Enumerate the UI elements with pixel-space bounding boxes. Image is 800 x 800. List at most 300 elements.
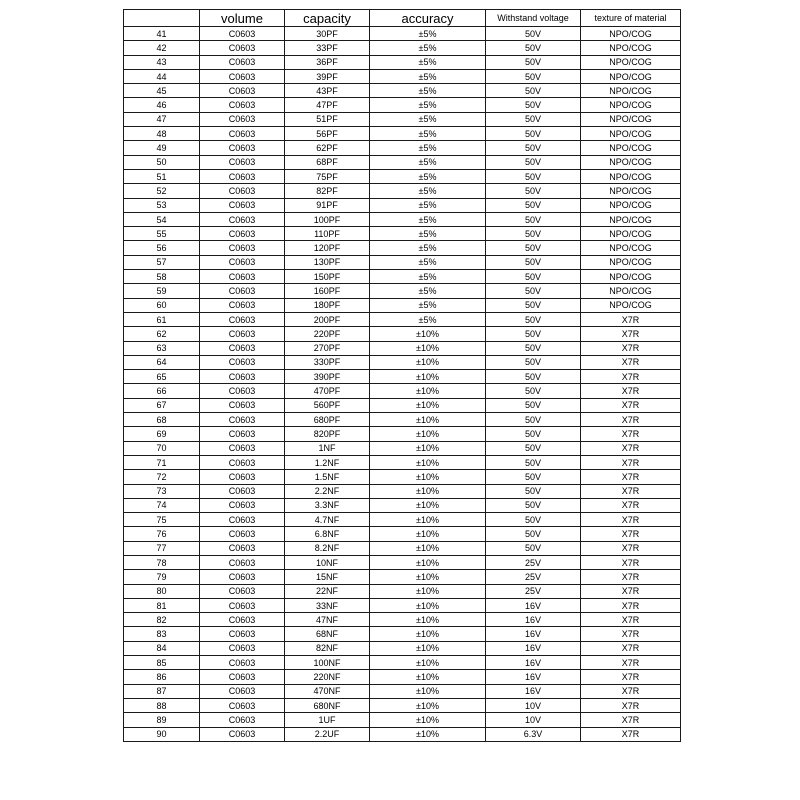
cell-withstand-voltage: 50V (486, 270, 581, 284)
cell-texture-of-material: NPO/COG (581, 284, 681, 298)
cell-accuracy: ±10% (370, 684, 486, 698)
cell-texture-of-material: NPO/COG (581, 84, 681, 98)
cell-withstand-voltage: 50V (486, 69, 581, 83)
cell-texture-of-material: X7R (581, 513, 681, 527)
cell-texture-of-material: X7R (581, 413, 681, 427)
cell-texture-of-material: X7R (581, 598, 681, 612)
table-row (124, 270, 681, 284)
cell-withstand-voltage: 25V (486, 555, 581, 569)
table-row (124, 341, 681, 355)
cell-volume: C0603 (200, 127, 285, 141)
cell-capacity: 39PF (285, 69, 370, 83)
cell-capacity: 43PF (285, 84, 370, 98)
cell-capacity: 68PF (285, 155, 370, 169)
cell-volume: C0603 (200, 513, 285, 527)
cell-accuracy: ±10% (370, 341, 486, 355)
cell-volume: C0603 (200, 598, 285, 612)
cell-accuracy: ±5% (370, 312, 486, 326)
cell-volume: C0603 (200, 169, 285, 183)
cell-withstand-voltage: 16V (486, 613, 581, 627)
cell-texture-of-material: X7R (581, 641, 681, 655)
table-row (124, 713, 681, 727)
cell-capacity: 75PF (285, 169, 370, 183)
cell-withstand-voltage: 50V (486, 184, 581, 198)
cell-index: 59 (124, 284, 200, 298)
cell-texture-of-material: X7R (581, 398, 681, 412)
cell-capacity: 36PF (285, 55, 370, 69)
cell-texture-of-material: X7R (581, 527, 681, 541)
header-withstand-voltage: Withstand voltage (486, 10, 581, 27)
cell-accuracy: ±5% (370, 84, 486, 98)
cell-index: 78 (124, 555, 200, 569)
cell-capacity: 680NF (285, 698, 370, 712)
table-row (124, 155, 681, 169)
cell-texture-of-material: X7R (581, 698, 681, 712)
cell-index: 51 (124, 169, 200, 183)
table-row (124, 384, 681, 398)
cell-capacity: 1.2NF (285, 455, 370, 469)
cell-index: 42 (124, 41, 200, 55)
cell-accuracy: ±10% (370, 584, 486, 598)
cell-volume: C0603 (200, 413, 285, 427)
cell-withstand-voltage: 50V (486, 27, 581, 41)
cell-index: 69 (124, 427, 200, 441)
cell-volume: C0603 (200, 55, 285, 69)
cell-texture-of-material: X7R (581, 441, 681, 455)
cell-withstand-voltage: 50V (486, 455, 581, 469)
cell-index: 87 (124, 684, 200, 698)
cell-capacity: 120PF (285, 241, 370, 255)
cell-volume: C0603 (200, 384, 285, 398)
cell-withstand-voltage: 16V (486, 684, 581, 698)
cell-index: 74 (124, 498, 200, 512)
cell-volume: C0603 (200, 656, 285, 670)
cell-withstand-voltage: 50V (486, 112, 581, 126)
cell-accuracy: ±5% (370, 270, 486, 284)
cell-accuracy: ±10% (370, 370, 486, 384)
cell-index: 81 (124, 598, 200, 612)
cell-capacity: 4.7NF (285, 513, 370, 527)
table-row (124, 55, 681, 69)
table-row (124, 284, 681, 298)
cell-index: 58 (124, 270, 200, 284)
cell-index: 44 (124, 69, 200, 83)
cell-accuracy: ±10% (370, 413, 486, 427)
cell-index: 54 (124, 212, 200, 226)
cell-index: 76 (124, 527, 200, 541)
cell-texture-of-material: NPO/COG (581, 127, 681, 141)
cell-volume: C0603 (200, 241, 285, 255)
cell-withstand-voltage: 50V (486, 384, 581, 398)
capacitor-spec-table (123, 9, 681, 742)
cell-withstand-voltage: 50V (486, 413, 581, 427)
cell-accuracy: ±10% (370, 541, 486, 555)
cell-accuracy: ±5% (370, 41, 486, 55)
cell-texture-of-material: X7R (581, 312, 681, 326)
cell-index: 60 (124, 298, 200, 312)
cell-capacity: 180PF (285, 298, 370, 312)
cell-volume: C0603 (200, 470, 285, 484)
table-row (124, 727, 681, 741)
cell-texture-of-material: NPO/COG (581, 155, 681, 169)
cell-capacity: 160PF (285, 284, 370, 298)
cell-index: 41 (124, 27, 200, 41)
cell-accuracy: ±10% (370, 613, 486, 627)
cell-withstand-voltage: 50V (486, 41, 581, 55)
cell-volume: C0603 (200, 684, 285, 698)
cell-withstand-voltage: 16V (486, 627, 581, 641)
cell-accuracy: ±10% (370, 455, 486, 469)
cell-index: 46 (124, 98, 200, 112)
cell-accuracy: ±10% (370, 398, 486, 412)
cell-capacity: 68NF (285, 627, 370, 641)
table-body (124, 27, 681, 742)
cell-volume: C0603 (200, 98, 285, 112)
cell-capacity: 100PF (285, 212, 370, 226)
cell-texture-of-material: X7R (581, 713, 681, 727)
cell-capacity: 330PF (285, 355, 370, 369)
cell-volume: C0603 (200, 641, 285, 655)
cell-capacity: 820PF (285, 427, 370, 441)
cell-texture-of-material: NPO/COG (581, 169, 681, 183)
cell-withstand-voltage: 50V (486, 341, 581, 355)
cell-texture-of-material: X7R (581, 684, 681, 698)
cell-capacity: 33PF (285, 41, 370, 55)
cell-texture-of-material: NPO/COG (581, 41, 681, 55)
cell-texture-of-material: NPO/COG (581, 270, 681, 284)
cell-capacity: 200PF (285, 312, 370, 326)
table-row (124, 613, 681, 627)
table-row (124, 541, 681, 555)
cell-index: 70 (124, 441, 200, 455)
cell-accuracy: ±5% (370, 169, 486, 183)
header-volume: volume (200, 10, 285, 27)
cell-volume: C0603 (200, 484, 285, 498)
cell-accuracy: ±10% (370, 513, 486, 527)
cell-index: 84 (124, 641, 200, 655)
cell-capacity: 82NF (285, 641, 370, 655)
cell-capacity: 2.2UF (285, 727, 370, 741)
cell-texture-of-material: X7R (581, 584, 681, 598)
header-capacity: capacity (285, 10, 370, 27)
cell-capacity: 47PF (285, 98, 370, 112)
cell-accuracy: ±10% (370, 656, 486, 670)
cell-volume: C0603 (200, 284, 285, 298)
cell-withstand-voltage: 50V (486, 84, 581, 98)
cell-accuracy: ±5% (370, 55, 486, 69)
cell-texture-of-material: X7R (581, 327, 681, 341)
cell-withstand-voltage: 25V (486, 584, 581, 598)
table-row (124, 398, 681, 412)
cell-capacity: 47NF (285, 613, 370, 627)
table-row (124, 327, 681, 341)
cell-capacity: 130PF (285, 255, 370, 269)
table-row (124, 584, 681, 598)
cell-accuracy: ±5% (370, 127, 486, 141)
table-row (124, 184, 681, 198)
table-row (124, 598, 681, 612)
cell-index: 64 (124, 355, 200, 369)
cell-index: 83 (124, 627, 200, 641)
table-row (124, 127, 681, 141)
cell-volume: C0603 (200, 570, 285, 584)
cell-volume: C0603 (200, 270, 285, 284)
table-row (124, 84, 681, 98)
cell-accuracy: ±10% (370, 484, 486, 498)
cell-withstand-voltage: 50V (486, 513, 581, 527)
cell-withstand-voltage: 50V (486, 255, 581, 269)
cell-texture-of-material: NPO/COG (581, 184, 681, 198)
cell-withstand-voltage: 50V (486, 355, 581, 369)
cell-accuracy: ±5% (370, 284, 486, 298)
cell-withstand-voltage: 16V (486, 598, 581, 612)
cell-accuracy: ±10% (370, 641, 486, 655)
cell-capacity: 51PF (285, 112, 370, 126)
table-header (124, 10, 681, 27)
table-row (124, 570, 681, 584)
cell-withstand-voltage: 50V (486, 55, 581, 69)
cell-index: 52 (124, 184, 200, 198)
cell-index: 77 (124, 541, 200, 555)
table-row (124, 698, 681, 712)
cell-accuracy: ±10% (370, 327, 486, 341)
cell-withstand-voltage: 6.3V (486, 727, 581, 741)
cell-accuracy: ±10% (370, 427, 486, 441)
cell-index: 62 (124, 327, 200, 341)
cell-texture-of-material: X7R (581, 355, 681, 369)
cell-capacity: 470NF (285, 684, 370, 698)
cell-accuracy: ±5% (370, 27, 486, 41)
table-row (124, 312, 681, 326)
cell-index: 47 (124, 112, 200, 126)
cell-capacity: 1.5NF (285, 470, 370, 484)
cell-accuracy: ±10% (370, 570, 486, 584)
cell-index: 53 (124, 198, 200, 212)
table-row (124, 141, 681, 155)
table-row (124, 455, 681, 469)
cell-withstand-voltage: 50V (486, 127, 581, 141)
cell-volume: C0603 (200, 198, 285, 212)
cell-volume: C0603 (200, 27, 285, 41)
cell-accuracy: ±10% (370, 555, 486, 569)
cell-withstand-voltage: 16V (486, 670, 581, 684)
cell-volume: C0603 (200, 41, 285, 55)
cell-texture-of-material: NPO/COG (581, 227, 681, 241)
table-row (124, 470, 681, 484)
table-row (124, 527, 681, 541)
cell-texture-of-material: NPO/COG (581, 141, 681, 155)
cell-texture-of-material: X7R (581, 570, 681, 584)
cell-capacity: 100NF (285, 656, 370, 670)
cell-index: 65 (124, 370, 200, 384)
cell-accuracy: ±5% (370, 69, 486, 83)
table-row (124, 169, 681, 183)
cell-index: 79 (124, 570, 200, 584)
cell-withstand-voltage: 50V (486, 227, 581, 241)
cell-accuracy: ±5% (370, 241, 486, 255)
cell-withstand-voltage: 50V (486, 98, 581, 112)
table-row (124, 641, 681, 655)
cell-accuracy: ±5% (370, 298, 486, 312)
table-row (124, 27, 681, 41)
cell-capacity: 220PF (285, 327, 370, 341)
cell-volume: C0603 (200, 298, 285, 312)
cell-volume: C0603 (200, 327, 285, 341)
cell-withstand-voltage: 50V (486, 327, 581, 341)
cell-volume: C0603 (200, 355, 285, 369)
cell-texture-of-material: X7R (581, 427, 681, 441)
cell-index: 43 (124, 55, 200, 69)
cell-accuracy: ±5% (370, 184, 486, 198)
cell-withstand-voltage: 50V (486, 470, 581, 484)
cell-texture-of-material: NPO/COG (581, 69, 681, 83)
cell-withstand-voltage: 16V (486, 641, 581, 655)
cell-accuracy: ±10% (370, 355, 486, 369)
cell-volume: C0603 (200, 527, 285, 541)
cell-capacity: 150PF (285, 270, 370, 284)
cell-texture-of-material: NPO/COG (581, 55, 681, 69)
cell-capacity: 2.2NF (285, 484, 370, 498)
cell-volume: C0603 (200, 498, 285, 512)
cell-index: 49 (124, 141, 200, 155)
cell-texture-of-material: NPO/COG (581, 98, 681, 112)
cell-index: 68 (124, 413, 200, 427)
cell-volume: C0603 (200, 555, 285, 569)
cell-texture-of-material: X7R (581, 384, 681, 398)
cell-capacity: 470PF (285, 384, 370, 398)
cell-capacity: 1NF (285, 441, 370, 455)
cell-texture-of-material: X7R (581, 455, 681, 469)
cell-index: 45 (124, 84, 200, 98)
cell-volume: C0603 (200, 541, 285, 555)
cell-texture-of-material: X7R (581, 727, 681, 741)
cell-volume: C0603 (200, 727, 285, 741)
cell-accuracy: ±5% (370, 255, 486, 269)
cell-accuracy: ±10% (370, 727, 486, 741)
cell-accuracy: ±10% (370, 527, 486, 541)
cell-volume: C0603 (200, 670, 285, 684)
table-row (124, 198, 681, 212)
cell-capacity: 1UF (285, 713, 370, 727)
cell-accuracy: ±5% (370, 198, 486, 212)
cell-index: 90 (124, 727, 200, 741)
table-row (124, 498, 681, 512)
cell-withstand-voltage: 50V (486, 169, 581, 183)
cell-volume: C0603 (200, 227, 285, 241)
cell-texture-of-material: X7R (581, 484, 681, 498)
table-row (124, 427, 681, 441)
cell-accuracy: ±5% (370, 141, 486, 155)
cell-capacity: 56PF (285, 127, 370, 141)
table-row (124, 241, 681, 255)
table-row (124, 413, 681, 427)
table-row (124, 370, 681, 384)
cell-withstand-voltage: 50V (486, 212, 581, 226)
cell-texture-of-material: X7R (581, 613, 681, 627)
cell-volume: C0603 (200, 370, 285, 384)
cell-withstand-voltage: 50V (486, 527, 581, 541)
header-row (124, 10, 681, 27)
cell-accuracy: ±5% (370, 98, 486, 112)
cell-accuracy: ±10% (370, 698, 486, 712)
cell-accuracy: ±10% (370, 713, 486, 727)
cell-texture-of-material: X7R (581, 370, 681, 384)
cell-withstand-voltage: 10V (486, 713, 581, 727)
cell-index: 55 (124, 227, 200, 241)
cell-accuracy: ±5% (370, 155, 486, 169)
cell-index: 66 (124, 384, 200, 398)
cell-volume: C0603 (200, 455, 285, 469)
table-row (124, 656, 681, 670)
cell-withstand-voltage: 50V (486, 541, 581, 555)
cell-accuracy: ±5% (370, 112, 486, 126)
cell-volume: C0603 (200, 398, 285, 412)
cell-capacity: 390PF (285, 370, 370, 384)
cell-withstand-voltage: 50V (486, 441, 581, 455)
cell-index: 67 (124, 398, 200, 412)
cell-withstand-voltage: 50V (486, 155, 581, 169)
table-row (124, 69, 681, 83)
cell-texture-of-material: X7R (581, 656, 681, 670)
cell-capacity: 560PF (285, 398, 370, 412)
cell-capacity: 680PF (285, 413, 370, 427)
cell-volume: C0603 (200, 155, 285, 169)
cell-accuracy: ±10% (370, 441, 486, 455)
table-row (124, 484, 681, 498)
cell-accuracy: ±10% (370, 627, 486, 641)
cell-texture-of-material: X7R (581, 541, 681, 555)
cell-volume: C0603 (200, 212, 285, 226)
cell-volume: C0603 (200, 141, 285, 155)
cell-withstand-voltage: 10V (486, 698, 581, 712)
cell-texture-of-material: NPO/COG (581, 27, 681, 41)
cell-volume: C0603 (200, 713, 285, 727)
cell-index: 48 (124, 127, 200, 141)
cell-index: 72 (124, 470, 200, 484)
cell-accuracy: ±10% (370, 598, 486, 612)
cell-withstand-voltage: 50V (486, 298, 581, 312)
table-row (124, 441, 681, 455)
cell-withstand-voltage: 16V (486, 656, 581, 670)
cell-volume: C0603 (200, 441, 285, 455)
cell-texture-of-material: X7R (581, 341, 681, 355)
cell-capacity: 6.8NF (285, 527, 370, 541)
cell-index: 56 (124, 241, 200, 255)
cell-capacity: 62PF (285, 141, 370, 155)
table-row (124, 212, 681, 226)
cell-index: 57 (124, 255, 200, 269)
cell-withstand-voltage: 50V (486, 141, 581, 155)
cell-volume: C0603 (200, 84, 285, 98)
cell-capacity: 30PF (285, 27, 370, 41)
cell-index: 71 (124, 455, 200, 469)
cell-capacity: 8.2NF (285, 541, 370, 555)
table-row (124, 298, 681, 312)
cell-texture-of-material: NPO/COG (581, 298, 681, 312)
cell-texture-of-material: X7R (581, 498, 681, 512)
cell-capacity: 10NF (285, 555, 370, 569)
cell-withstand-voltage: 50V (486, 241, 581, 255)
cell-withstand-voltage: 50V (486, 498, 581, 512)
cell-withstand-voltage: 50V (486, 398, 581, 412)
cell-accuracy: ±10% (370, 670, 486, 684)
cell-texture-of-material: X7R (581, 470, 681, 484)
header-accuracy: accuracy (370, 10, 486, 27)
cell-texture-of-material: X7R (581, 670, 681, 684)
cell-index: 80 (124, 584, 200, 598)
table-row (124, 98, 681, 112)
cell-texture-of-material: NPO/COG (581, 241, 681, 255)
